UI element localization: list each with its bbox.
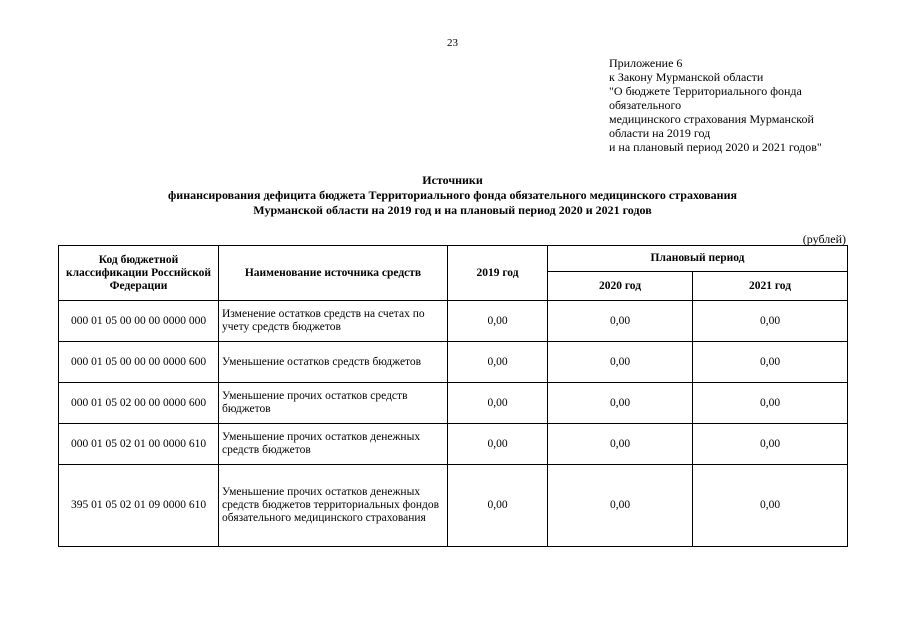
cell-2021: 0,00 bbox=[693, 465, 848, 547]
table-row bbox=[59, 301, 848, 342]
table-row bbox=[59, 383, 848, 424]
header-code: Код бюджетной классификации Российской Федерации bbox=[59, 246, 219, 301]
units-label: (рублей) bbox=[802, 232, 846, 246]
cell-code: 000 01 05 00 00 00 0000 600 bbox=[59, 342, 219, 383]
table-row bbox=[59, 465, 848, 547]
appendix-header bbox=[609, 56, 889, 154]
cell-2021: 0,00 bbox=[693, 383, 848, 424]
cell-name: Изменение остатков средств на счетах по учету средств бюджетов bbox=[219, 301, 448, 342]
cell-2020: 0,00 bbox=[548, 342, 693, 383]
appendix-line: Приложение 6 bbox=[609, 56, 683, 70]
header-planned-period: Плановый период bbox=[548, 246, 848, 272]
appendix-line: области на 2019 год bbox=[609, 126, 711, 140]
cell-2020: 0,00 bbox=[548, 465, 693, 547]
appendix-line: обязательного bbox=[609, 98, 682, 112]
header-2021: 2021 год bbox=[693, 272, 848, 301]
cell-code: 000 01 05 02 01 00 0000 610 bbox=[59, 424, 219, 465]
cell-2020: 0,00 bbox=[548, 424, 693, 465]
cell-code: 000 01 05 00 00 00 0000 000 bbox=[59, 301, 219, 342]
financing-sources-table bbox=[58, 245, 848, 547]
title-line-1: Источники bbox=[422, 173, 483, 187]
cell-code: 395 01 05 02 01 09 0000 610 bbox=[59, 465, 219, 547]
cell-name: Уменьшение остатков средств бюджетов bbox=[219, 342, 448, 383]
cell-code: 000 01 05 02 00 00 0000 600 bbox=[59, 383, 219, 424]
table-row bbox=[59, 342, 848, 383]
cell-name: Уменьшение прочих остатков средств бюджетов bbox=[219, 383, 448, 424]
appendix-line: "О бюджете Территориального фонда bbox=[609, 84, 802, 98]
table-row bbox=[59, 424, 848, 465]
cell-2020: 0,00 bbox=[548, 383, 693, 424]
cell-2019: 0,00 bbox=[448, 301, 548, 342]
document-title bbox=[0, 173, 905, 218]
page-number: 23 bbox=[447, 37, 458, 49]
appendix-line: и на плановый период 2020 и 2021 годов" bbox=[609, 140, 822, 154]
cell-2021: 0,00 bbox=[693, 424, 848, 465]
cell-2021: 0,00 bbox=[693, 301, 848, 342]
cell-name: Уменьшение прочих остатков денежных средств бюджетов территориальных фондов обязательного медицинского страхования bbox=[219, 465, 448, 547]
cell-2020: 0,00 bbox=[548, 301, 693, 342]
header-2020: 2020 год bbox=[548, 272, 693, 301]
header-2019: 2019 год bbox=[448, 246, 548, 301]
cell-2019: 0,00 bbox=[448, 342, 548, 383]
cell-2021: 0,00 bbox=[693, 342, 848, 383]
appendix-line: медицинского страхования Мурманской bbox=[609, 112, 814, 126]
appendix-line: к Закону Мурманской области bbox=[609, 70, 764, 84]
cell-2019: 0,00 bbox=[448, 383, 548, 424]
cell-2019: 0,00 bbox=[448, 424, 548, 465]
title-line-3: Мурманской области на 2019 год и на плановый период 2020 и 2021 годов bbox=[253, 203, 652, 217]
header-name: Наименование источника средств bbox=[219, 246, 448, 301]
cell-2019: 0,00 bbox=[448, 465, 548, 547]
title-line-2: финансирования дефицита бюджета Территориального фонда обязательного медицинского страхования bbox=[167, 188, 737, 202]
cell-name: Уменьшение прочих остатков денежных средств бюджетов bbox=[219, 424, 448, 465]
